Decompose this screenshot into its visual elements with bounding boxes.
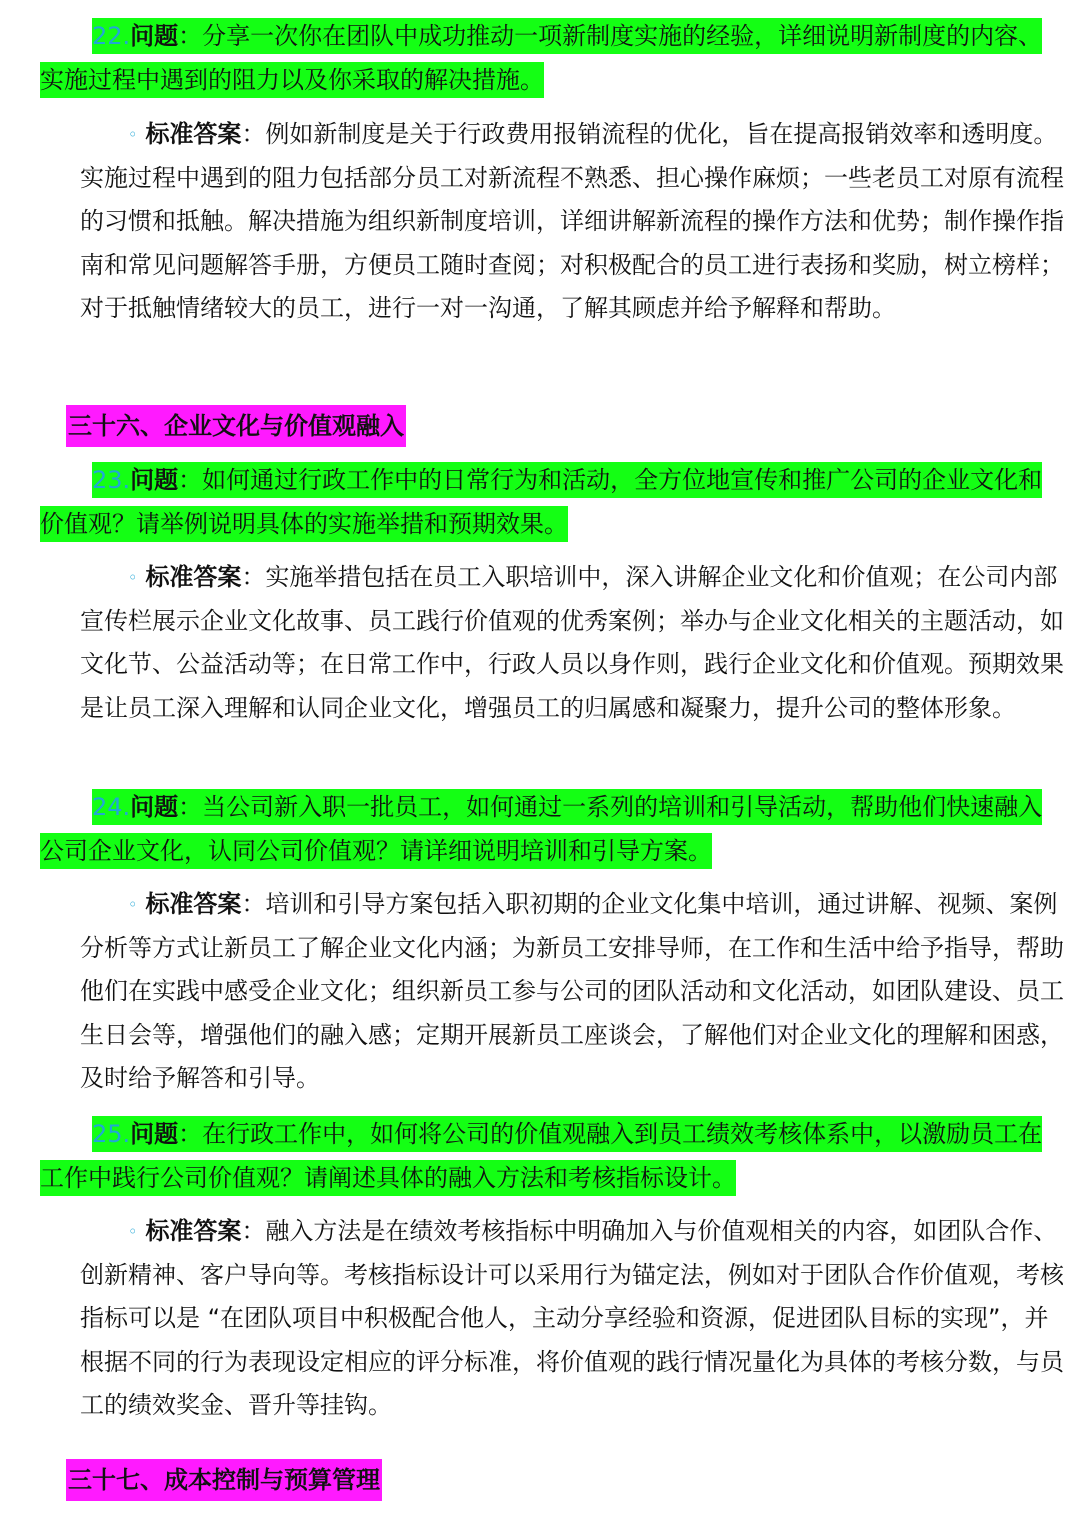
answer-text: ：实施举措包括在员工入职培训中，深入讲解企业文化和价值观；在公司内部宣传栏展示企业文化故事、员工践行价值观的优秀案例；举办与企业文化相关的主题活动，如文化节、公益活动等；在日常工作中，行政人员以身作则，践行企业文化和价值观。预期效果是让员工深入理解和认同企业文化，增强员工的归属感和凝聚力，提升公司的整体形象。 <box>80 563 1064 722</box>
question-number: 25. <box>92 1120 131 1148</box>
answer-text: ：融入方法是在绩效考核指标中明确加入与价值观相关的内容，如团队合作、创新精神、客户导向等。考核指标设计可以采用行为锚定法，例如对于团队合作价值观，考核指标可以是 “在团队项目中积极配合他人，主动分享经验和资源，促进团队目标的实现”，并根据不同的行为表现设定相应的评分标准，将价值观的践行情况量化为具体的考核分数，与员工的绩效奖金、晋升等挂钩。 <box>80 1217 1064 1420</box>
question-22 <box>40 14 1043 102</box>
question-text: ：当公司新入职一批员工，如何通过一系列的培训和引导活动，帮助他们快速融入公司企业文化，认同公司价值观？请详细说明培训和引导方案。 <box>40 793 1043 865</box>
answer-22 <box>80 113 1068 331</box>
question-number: 22. <box>92 22 131 50</box>
question-highlight <box>40 789 1042 869</box>
bullet-icon: ◦ <box>128 1222 138 1241</box>
bullet-icon: ◦ <box>128 895 138 914</box>
answer-23 <box>80 556 1068 730</box>
question-text: ：在行政工作中，如何将公司的价值观融入到员工绩效考核体系中，以激励员工在工作中践行公司价值观？请阐述具体的融入方法和考核指标设计。 <box>40 1120 1043 1192</box>
bullet-icon: ◦ <box>128 125 138 144</box>
bullet-icon: ◦ <box>128 568 138 587</box>
question-label: 问题 <box>130 1120 179 1148</box>
answer-label: 标准答案 <box>145 563 242 591</box>
answer-text: ：培训和引导方案包括入职初期的企业文化集中培训，通过讲解、视频、案例分析等方式让新员工了解企业文化内涵；为新员工安排导师，在工作和生活中给予指导，帮助他们在实践中感受企业文化；组织新员工参与公司的团队活动和文化活动，如团队建设、员工生日会等，增强他们的融入感；定期开展新员工座谈会，了解他们对企业文化的理解和困惑，及时给予解答和引导。 <box>80 890 1064 1093</box>
section-heading-37: 三十七、成本控制与预算管理 <box>66 1459 382 1501</box>
section-heading-36: 三十六、企业文化与价值观融入 <box>66 405 406 447</box>
question-label: 问题 <box>130 466 179 494</box>
answer-25 <box>80 1210 1068 1428</box>
answer-label: 标准答案 <box>145 890 242 918</box>
answer-label: 标准答案 <box>145 120 242 148</box>
answer-text: ：例如新制度是关于行政费用报销流程的优化，旨在提高报销效率和透明度。实施过程中遇到的阻力包括部分员工对新流程不熟悉、担心操作麻烦；一些老员工对原有流程的习惯和抵触。解决措施为组织新制度培训，详细讲解新流程的操作方法和优势；制作操作指南和常见问题解答手册，方便员工随时查阅；对积极配合的员工进行表扬和奖励，树立榜样；对于抵触情绪较大的员工，进行一对一沟通，了解其顾虑并给予解释和帮助。 <box>80 120 1064 323</box>
question-25 <box>40 1112 1043 1200</box>
question-highlight <box>40 1116 1042 1196</box>
question-label: 问题 <box>130 793 179 821</box>
question-24 <box>40 785 1043 873</box>
question-number: 23. <box>92 466 131 494</box>
question-highlight <box>40 18 1042 98</box>
answer-label: 标准答案 <box>145 1217 242 1245</box>
question-23 <box>40 458 1043 546</box>
question-highlight <box>40 462 1042 542</box>
answer-24 <box>80 883 1068 1101</box>
question-text: ：如何通过行政工作中的日常行为和活动，全方位地宣传和推广公司的企业文化和价值观？请举例说明具体的实施举措和预期效果。 <box>40 466 1043 538</box>
question-label: 问题 <box>130 22 179 50</box>
question-text: ：分享一次你在团队中成功推动一项新制度实施的经验，详细说明新制度的内容、实施过程中遇到的阻力以及你采取的解决措施。 <box>40 22 1043 94</box>
question-number: 24. <box>92 793 131 821</box>
